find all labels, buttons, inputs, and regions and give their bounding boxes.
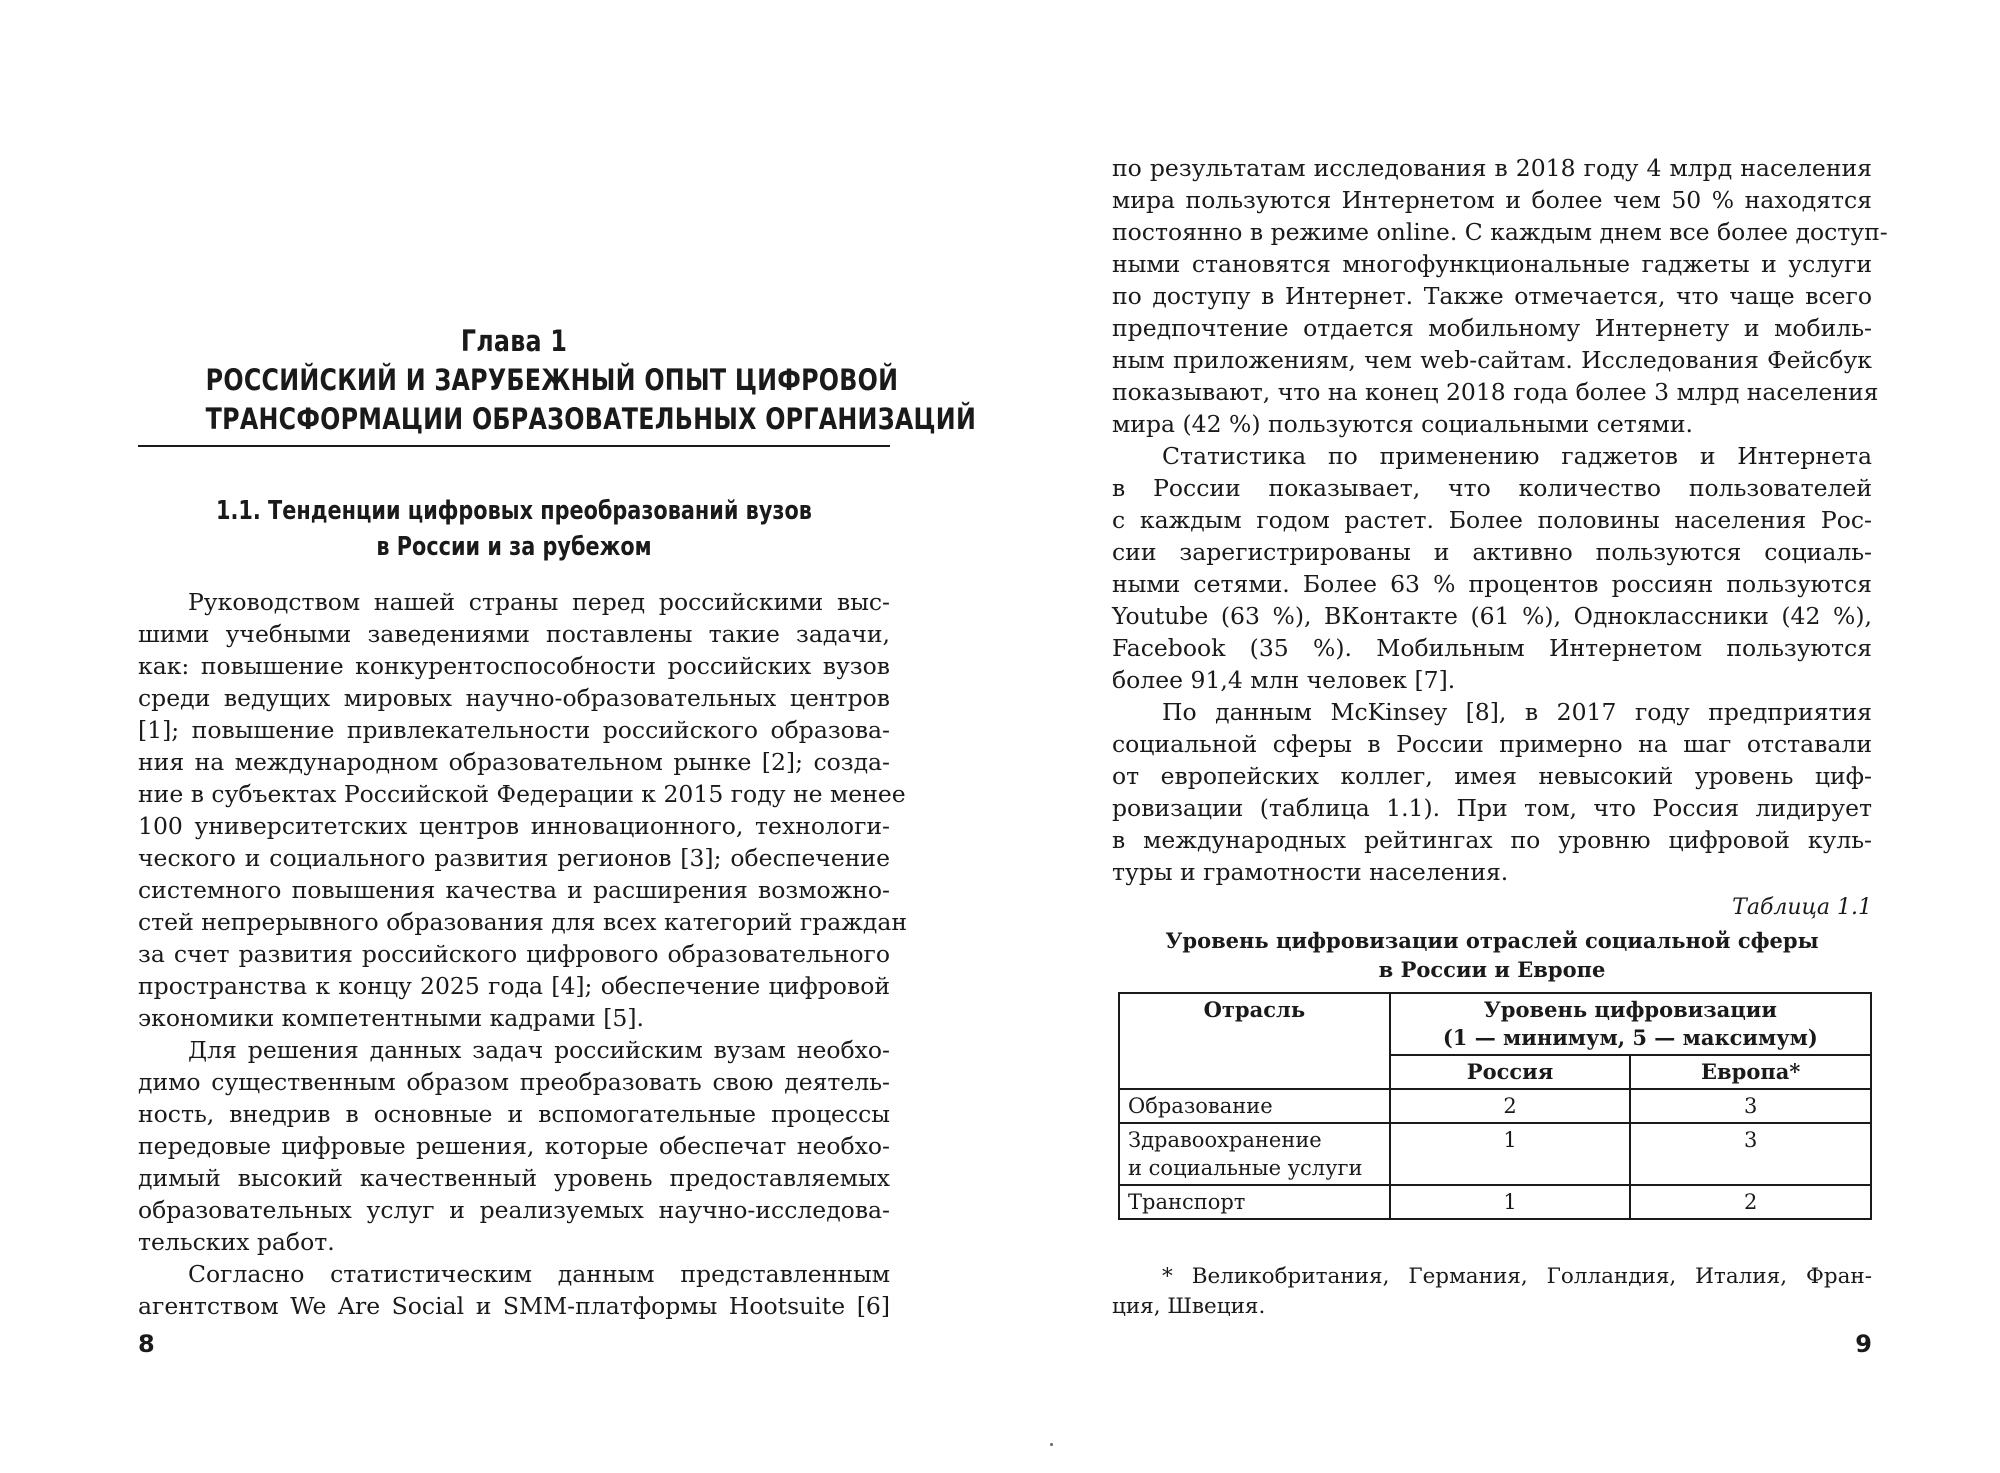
text-line: Youtube (63 %), ВКонтакте (61 %), Одноклассники (42 %),: [1112, 602, 1872, 630]
text-line: [1]; повышение привлекательности российского образова-: [138, 716, 890, 744]
sector-line: Здравоохранение: [1128, 1128, 1322, 1152]
text-line: ческого и социального развития регионов [3]; обеспечение: [138, 844, 890, 872]
text-line: от европейских коллег, имея невысокий уровень циф-: [1112, 762, 1872, 790]
right-page: [1112, 0, 1888, 1473]
text-line: в России показывает, что количество пользователей: [1112, 474, 1872, 502]
header-europe: Европа*: [1630, 1055, 1871, 1089]
text-line: по результатам исследования в 2018 году 4 млрд населения: [1112, 154, 1872, 182]
chapter-heading: [205, 322, 977, 439]
cell-sector: [1119, 1123, 1390, 1185]
table-title: [1112, 926, 1872, 984]
page-number-right: 9: [1855, 1330, 1872, 1358]
cell-russia: 1: [1390, 1123, 1631, 1185]
text-line: социальной сферы в России примерно на шаг отставали: [1112, 730, 1872, 758]
cell-russia: 2: [1390, 1089, 1631, 1123]
text-line: пространства к концу 2025 года [4]; обеспечение цифровой: [138, 972, 890, 1000]
left-page: [138, 0, 977, 1473]
table-header-row: [1119, 993, 1871, 1055]
digitization-table: [1118, 992, 1872, 1220]
text-line: туры и грамотности населения.: [1112, 858, 1509, 886]
text-line: ние в субъектах Российской Федерации к 2015 году не менее: [138, 780, 906, 808]
text-line: стей непрерывного образования для всех категорий граждан: [138, 908, 908, 936]
text-line: как: повышение конкурентоспособности российских вузов: [138, 652, 890, 680]
cell-russia: 1: [1390, 1185, 1631, 1219]
chapter-label: Глава 1: [460, 324, 568, 358]
header-level-line: Уровень цифровизации: [1483, 997, 1777, 1022]
cell-europe: 2: [1630, 1185, 1871, 1219]
sector-line: Транспорт: [1128, 1190, 1246, 1214]
text-line: агентством We Are Social и SMM-платформы Hootsuite [6]: [138, 1292, 890, 1320]
text-line: димый высокий качественный уровень предоставляемых: [138, 1164, 890, 1192]
text-line: экономики компетентными кадрами [5].: [138, 1004, 644, 1032]
table-title-line: Уровень цифровизации отраслей социальной сферы: [1165, 928, 1819, 953]
text-line: Для решения данных задач российским вузам необхо-: [188, 1036, 890, 1064]
text-line: показывают, что на конец 2018 года более 3 млрд населения: [1112, 378, 1879, 406]
text-line: мира (42 %) пользуются социальными сетями.: [1112, 410, 1693, 438]
table-footnote: [1112, 1262, 1872, 1322]
text-line: передовые цифровые решения, которые обеспечат необхо-: [138, 1132, 890, 1160]
table-row: [1119, 1123, 1871, 1185]
table-caption: Таблица 1.1: [1732, 895, 1872, 920]
table-row: [1119, 1185, 1871, 1219]
cell-europe: 3: [1630, 1123, 1871, 1185]
text-line: сии зарегистрированы и активно пользуются социаль-: [1112, 538, 1872, 566]
text-line: ния на международном образовательном рынке [2]; созда-: [138, 748, 890, 776]
footnote-line: ция, Швеция.: [1112, 1294, 1266, 1319]
table-title-line: в России и Европе: [1378, 957, 1606, 982]
text-line: По данным McKinsey [8], в 2017 году предприятия: [1162, 698, 1872, 726]
footnote-line: * Великобритания, Германия, Голландия, Италия, Фран-: [1162, 1264, 1872, 1289]
table-row: [1119, 1089, 1871, 1123]
text-line: Статистика по применению гаджетов и Интернета: [1162, 442, 1872, 470]
text-line: более 91,4 млн человек [7].: [1112, 666, 1456, 694]
text-line: ность, внедрив в основные и вспомогательные процессы: [138, 1100, 890, 1128]
text-line: димо существенным образом преобразовать свою деятель-: [138, 1068, 890, 1096]
chapter-title-line: РОССИЙСКИЙ И ЗАРУБЕЖНЫЙ ОПЫТ ЦИФРОВОЙ: [205, 363, 899, 397]
text-line: по доступу в Интернет. Также отмечается, что чаще всего: [1112, 282, 1872, 310]
header-level-line: (1 — минимум, 5 — максимум): [1442, 1025, 1818, 1050]
text-line: ными становятся многофункциональные гаджеты и услуги: [1112, 250, 1872, 278]
header-sector-label: Отрасль: [1203, 997, 1306, 1022]
header-level: [1390, 993, 1871, 1055]
chapter-title-line: ТРАНСФОРМАЦИИ ОБРАЗОВАТЕЛЬНЫХ ОРГАНИЗАЦИЙ: [205, 402, 977, 436]
text-line: с каждым годом растет. Более половины населения Рос-: [1112, 506, 1872, 534]
gutter-dot: [1050, 1443, 1053, 1446]
section-heading: [213, 493, 815, 565]
section-title-line: 1.1. Тенденции цифровых преобразований вузов: [216, 496, 812, 526]
left-body-text: [138, 586, 908, 1322]
text-line: шими учебными заведениями поставлены такие задачи,: [138, 620, 890, 648]
cell-sector: [1119, 1089, 1390, 1123]
text-line: постоянно в режиме online. С каждым днем все более доступ-: [1112, 218, 1888, 246]
text-line: 100 университетских центров инновационного, технологи-: [138, 812, 890, 840]
text-line: системного повышения качества и расширения возможно-: [138, 876, 890, 904]
sector-line: и социальные услуги: [1128, 1156, 1363, 1180]
text-line: мира пользуются Интернетом и более чем 50 % находятся: [1112, 186, 1872, 214]
text-line: среди ведущих мировых научно-образовательных центров: [138, 684, 890, 712]
text-line: за счет развития российского цифрового образовательного: [138, 940, 890, 968]
sector-line: Образование: [1128, 1094, 1273, 1118]
text-line: Согласно статистическим данным представленным: [188, 1260, 890, 1288]
text-line: Facebook (35 %). Мобильным Интернетом пользуются: [1112, 634, 1872, 662]
text-line: образовательных услуг и реализуемых научно-исследова-: [138, 1196, 890, 1224]
header-sector: [1119, 993, 1390, 1089]
page-number-left: 8: [138, 1330, 155, 1358]
cell-europe: 3: [1630, 1089, 1871, 1123]
section-title-line: в России и за рубежом: [376, 532, 652, 562]
header-russia: Россия: [1390, 1055, 1631, 1089]
text-line: предпочтение отдается мобильному Интернету и мобиль-: [1112, 314, 1872, 342]
right-body-text: [1112, 152, 1888, 888]
text-line: тельских работ.: [138, 1228, 335, 1256]
text-line: ровизации (таблица 1.1). При том, что Россия лидирует: [1112, 794, 1872, 822]
text-line: ным приложениям, чем web-сайтам. Исследования Фейсбук: [1112, 346, 1872, 374]
cell-sector: [1119, 1185, 1390, 1219]
text-line: в международных рейтингах по уровню цифровой куль-: [1112, 826, 1872, 854]
text-line: Руководством нашей страны перед российскими выс-: [188, 588, 890, 616]
heading-divider: [138, 445, 890, 447]
text-line: ными сетями. Более 63 % процентов россиян пользуются: [1112, 570, 1872, 598]
